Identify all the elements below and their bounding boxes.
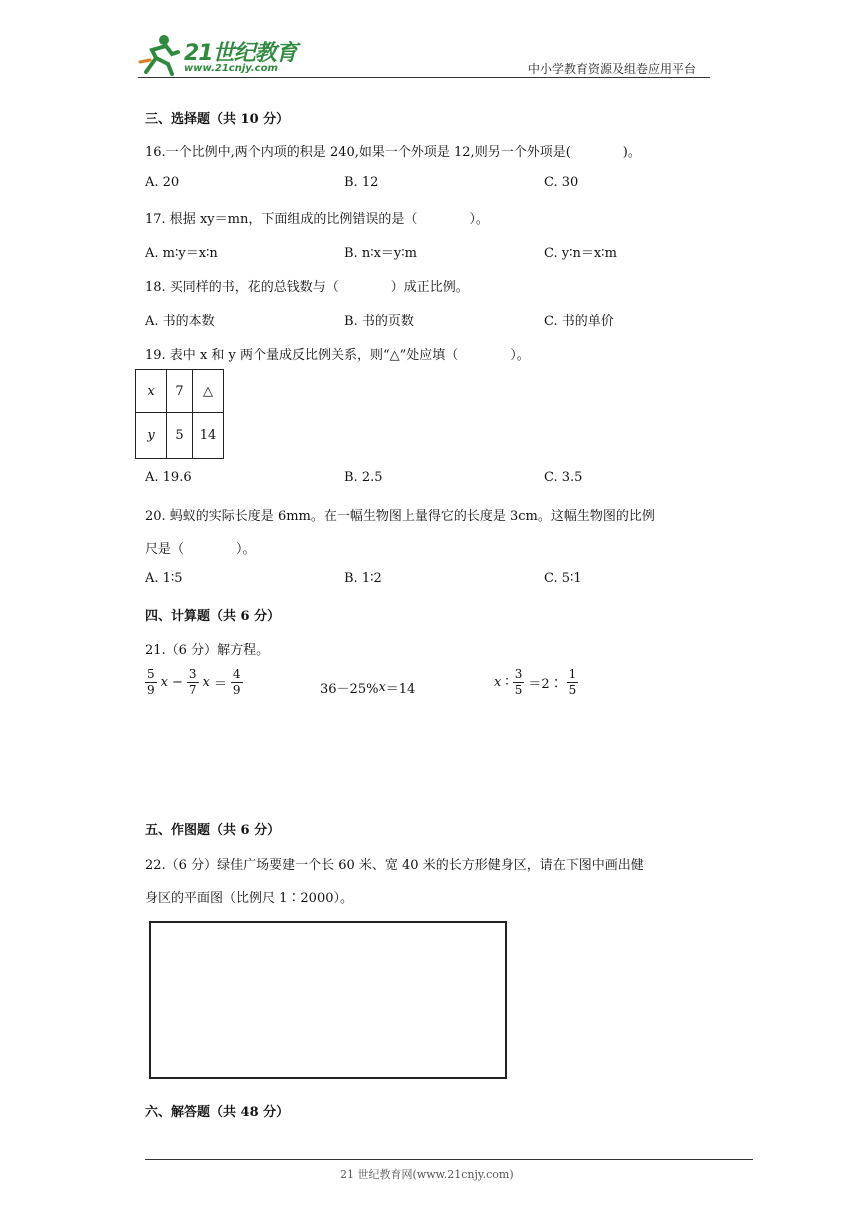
section-title-drawing: 五、作图题（共 6 分） (145, 823, 281, 838)
logo-url: www.21cnjy.com (184, 63, 278, 74)
equation-3: x ∶ $\frac{3}{5}$ ＝2∶ $\frac{1}{5}$ (494, 667, 577, 697)
question-19-option-c[interactable]: C. 3.5 (544, 470, 583, 485)
question-18-option-b[interactable]: B. 书的页数 (344, 314, 414, 329)
table-cell: 5 (167, 413, 193, 459)
runner-logo-icon (138, 32, 182, 76)
question-16-option-c[interactable]: C. 30 (544, 175, 579, 190)
table-cell: 7 (167, 370, 193, 413)
table-row (136, 370, 224, 413)
question-19-option-b[interactable]: B. 2.5 (344, 470, 383, 485)
question-17-option-b[interactable]: B. n∶x＝y∶m (344, 246, 417, 261)
question-19-option-a[interactable]: A. 19.6 (145, 470, 192, 485)
table-row (136, 413, 224, 459)
question-19-table (135, 369, 224, 459)
question-19-stem: 19. 表中 x 和 y 两个量成反比例关系，则“△”处应填（ ）。 (145, 348, 530, 363)
question-22-line2: 身区的平面图（比例尺 1∶2000）。 (145, 891, 353, 906)
question-18-option-a[interactable]: A. 书的本数 (145, 314, 215, 329)
question-20-stem-line2: 尺是（ ）。 (145, 542, 256, 557)
table-cell-y-label: y (136, 413, 167, 459)
question-17-option-c[interactable]: C. y∶n＝x∶m (544, 246, 617, 261)
question-16-stem: 16.一个比例中,两个内项的积是 240,如果一个外项是 12,则另一个外项是( )。 (145, 145, 641, 160)
question-16-option-a[interactable]: A. 20 (145, 175, 180, 190)
table-cell-triangle: △ (193, 370, 224, 413)
question-18-stem: 18. 买同样的书，花的总钱数与（ ）成正比例。 (145, 280, 469, 295)
table-cell: 14 (193, 413, 224, 459)
drawing-area[interactable] (149, 921, 507, 1079)
question-20-stem-line1: 20. 蚂蚁的实际长度是 6mm。在一幅生物图上量得它的长度是 3cm。这幅生物图的比例 (145, 509, 655, 524)
question-18-option-c[interactable]: C. 书的单价 (544, 314, 614, 329)
section-title-choice: 三、选择题（共 10 分） (145, 112, 290, 127)
fraction: $\frac{1}{5}$ (568, 667, 577, 697)
platform-name: 中小学教育资源及组卷应用平台 (528, 62, 697, 76)
logo-text: 21世纪教育 (184, 41, 297, 66)
question-16-option-b[interactable]: B. 12 (344, 175, 379, 190)
question-20-option-b[interactable]: B. 1∶2 (344, 571, 382, 586)
section-title-calc: 四、计算题（共 6 分） (145, 609, 281, 624)
header-divider (138, 77, 710, 78)
site-logo (138, 30, 308, 78)
question-21-stem: 21.（6 分）解方程。 (145, 643, 270, 658)
fraction: $\frac{5}{9}$ (147, 667, 155, 697)
footer-divider (145, 1159, 753, 1160)
question-20-option-a[interactable]: A. 1∶5 (145, 571, 183, 586)
equation-1: $\frac{5}{9}$ x − $\frac{3}{7}$ x ＝ $\frac{4}{9}$ (147, 667, 241, 697)
section-title-solution: 六、解答题（共 48 分） (145, 1105, 290, 1120)
question-17-option-a[interactable]: A. m∶y＝x∶n (145, 246, 218, 261)
footer-text: 21 世纪教育网(www.21cnjy.com) (340, 1168, 514, 1181)
table-cell-x-label: x (136, 370, 167, 413)
fraction: $\frac{3}{7}$ (188, 667, 197, 697)
equation-2: 36－25% x ＝14 (320, 680, 416, 697)
fraction: $\frac{4}{9}$ (232, 667, 241, 697)
question-22-line1: 22.（6 分）绿佳广场要建一个长 60 米、宽 40 米的长方形健身区，请在下图中画出健 (145, 858, 644, 873)
question-17-stem: 17. 根据 xy＝mn，下面组成的比例错误的是（ ）。 (145, 212, 489, 227)
fraction: $\frac{3}{5}$ (514, 667, 523, 697)
question-20-option-c[interactable]: C. 5∶1 (544, 571, 582, 586)
